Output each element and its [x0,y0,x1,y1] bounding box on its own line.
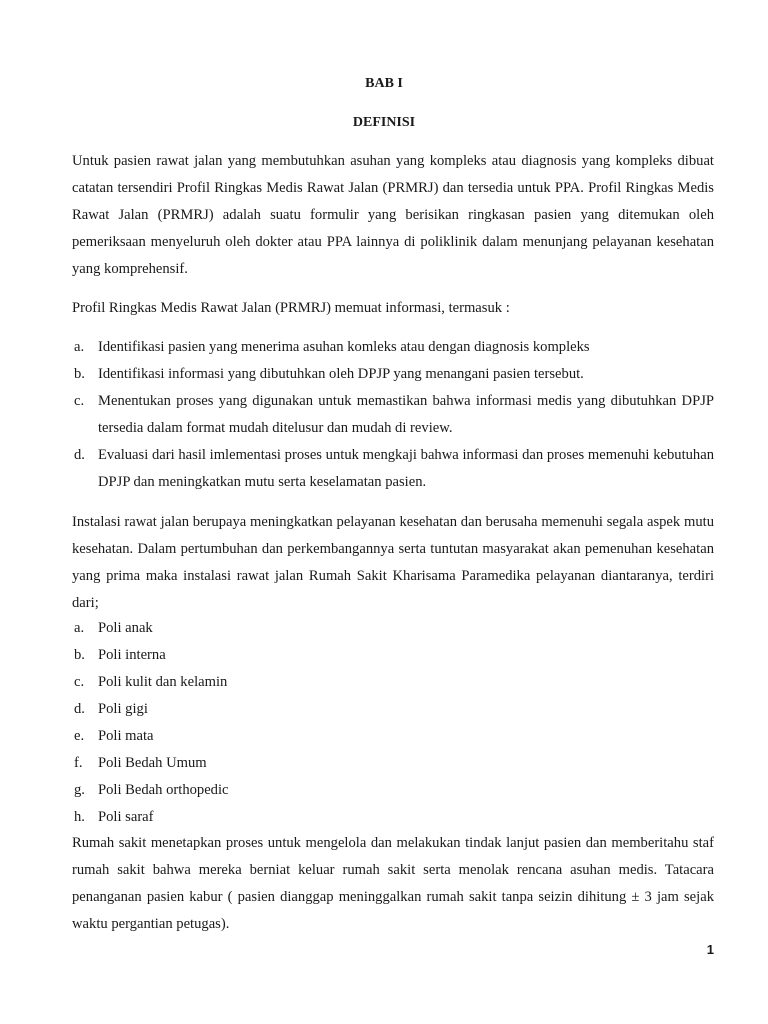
info-list [72,334,714,496]
list-item-text: Identifikasi pasien yang menerima asuhan komleks atau dengan diagnosis kompleks [98,339,590,355]
list-item [72,696,714,723]
list-item-text: Poli mata [98,728,154,744]
list-item-text: Poli saraf [98,809,154,825]
list-item [72,334,714,361]
list-item [72,669,714,696]
page-number: 1 [706,942,714,957]
list-item-text: Poli kulit dan kelamin [98,674,228,690]
list-item [72,642,714,669]
list-item-text: Poli gigi [98,701,148,717]
list-marker: d. [74,447,85,463]
paragraph-pasien-kabur: Rumah sakit menetapkan proses untuk mengelola dan melakukan tindak lanjut pasien dan memberitahu staf rumah sakit bahwa mereka berniat keluar rumah sakit serta menolak rencana asuhan medis. Tatacara penanganan pasien kabur ( pasien dianggap meninggalkan rumah sakit tanpa seizin dihitung ± 3 jam sejak waktu pergantian petugas). [72,835,714,932]
poli-list [72,615,714,831]
list-marker: b. [74,366,85,382]
list-item-text: Evaluasi dari hasil imlementasi proses untuk mengkaji bahwa informasi dan proses memenuhi kebutuhan DPJP dan meningkatkan mutu serta keselamatan pasien. [98,447,714,490]
paragraph-rawat-jalan: Instalasi rawat jalan berupaya meningkatkan pelayanan kesehatan dan berusaha memenuhi segala aspek mutu kesehatan. Dalam pertumbuhan dan perkembangannya serta tuntutan masyarakat akan pemenuhan kesehatan yang prima maka instalasi rawat jalan Rumah Sakit Kharisama Paramedika pelayanan diantaranya, terdiri dari; [72,514,714,611]
list-item-text: Menentukan proses yang digunakan untuk memastikan bahwa informasi medis yang dibutuhkan DPJP tersedia dalam format mudah ditelusur dan mudah di review. [98,393,714,436]
list-item [72,361,714,388]
list-marker: f. [74,755,83,771]
list-item [72,777,714,804]
list-marker: c. [74,674,85,690]
list-item-text: Poli Bedah Umum [98,755,207,771]
list-item-text: Identifikasi informasi yang dibutuhkan oleh DPJP yang menangani pasien tersebut. [98,366,584,382]
list-item [72,804,714,831]
list-marker: a. [74,620,85,636]
list-marker: c. [74,393,85,409]
list-item-text: Poli Bedah orthopedic [98,782,229,798]
paragraph-prmrj-contents: Profil Ringkas Medis Rawat Jalan (PRMRJ) memuat informasi, termasuk : [72,300,510,316]
list-marker: b. [74,647,85,663]
list-item [72,723,714,750]
list-item-text: Poli anak [98,620,153,636]
chapter-number: BAB I [365,76,403,91]
list-marker: d. [74,701,85,717]
list-item [72,750,714,777]
list-marker: h. [74,809,85,825]
chapter-title: DEFINISI [352,115,416,130]
list-marker: e. [74,728,85,744]
list-item [72,442,714,496]
paragraph-prmrj-intro: Untuk pasien rawat jalan yang membutuhkan asuhan yang kompleks atau diagnosis yang kompleks dibuat catatan tersendiri Profil Ringkas Medis Rawat Jalan (PRMRJ) dan tersedia untuk PPA. Profil Ringkas Medis Rawat Jalan (PRMRJ) adalah suatu formulir yang berisikan ringkasan pasien yang ditemukan oleh pemeriksaan menyeluruh oleh dokter atau PPA lainnya di poliklinik dalam menunjang pelayanan kesehatan yang komprehensif. [72,153,714,277]
list-item-text: Poli interna [98,647,166,663]
list-marker: a. [74,339,85,355]
list-item [72,615,714,642]
list-marker: g. [74,782,85,798]
list-item [72,388,714,442]
